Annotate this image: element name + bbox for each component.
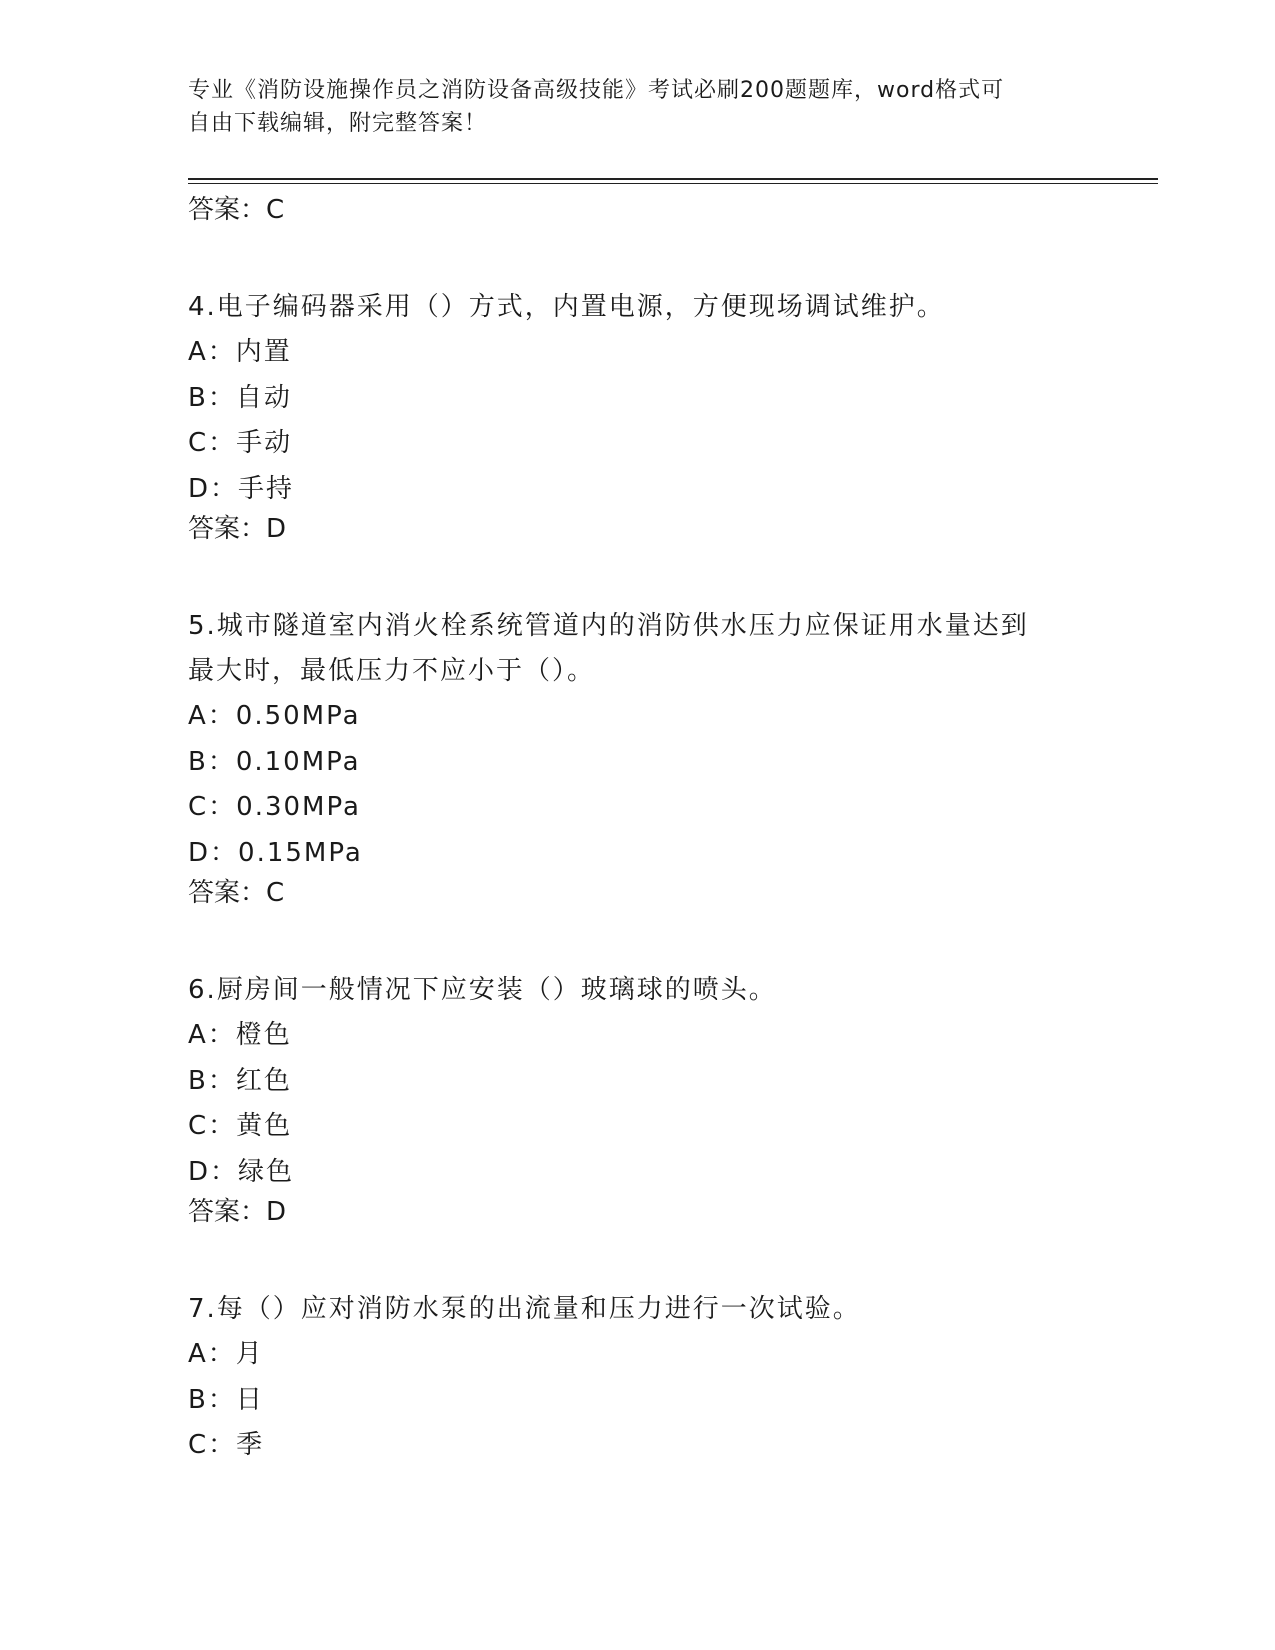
option-d: D：0.15MPa: [188, 837, 363, 868]
question-text: 4.电子编码器采用（）方式，内置电源，方便现场调试维护。: [188, 292, 945, 322]
document-header: [188, 74, 1088, 140]
option-b: B：红色: [188, 1065, 292, 1096]
question-text-line-1: 5.城市隧道室内消火栓系统管道内的消防供水压力应保证用水量达到: [188, 611, 1029, 641]
question-block: [188, 1287, 1108, 1469]
header-divider-thin: [188, 183, 1158, 184]
header-divider-thick: [188, 178, 1158, 180]
question-text: 6.厨房间一般情况下应安装（）玻璃球的喷头。: [188, 975, 777, 1005]
option-c: C：0.30MPa: [188, 792, 361, 822]
question-block: [188, 968, 1108, 1229]
option-a: A：橙色: [188, 1020, 292, 1050]
option-c: C：黄色: [188, 1111, 293, 1141]
header-line-1: 专业《消防设施操作员之消防设备高级技能》考试必刷200题题库，word格式可: [188, 78, 1005, 103]
answer-line: 答案：C: [188, 878, 285, 908]
option-a: A：0.50MPa: [188, 701, 361, 731]
option-a: A：月: [188, 1339, 264, 1369]
option-d: D：绿色: [188, 1156, 295, 1187]
option-b: B：日: [188, 1384, 264, 1415]
option-b: B：自动: [188, 382, 292, 413]
answer-line: 答案：C: [188, 195, 285, 225]
answer-line: 答案：D: [188, 1197, 287, 1227]
header-line-2: 自由下载编辑，附完整答案！: [188, 111, 488, 136]
option-c: C：季: [188, 1430, 265, 1460]
option-d: D：手持: [188, 473, 295, 504]
option-a: A：内置: [188, 337, 292, 367]
question-list: [188, 193, 1108, 1469]
answer-line: 答案：D: [188, 514, 287, 544]
option-b: B：0.10MPa: [188, 746, 361, 777]
question-block: [188, 285, 1108, 546]
question-block: [188, 604, 1108, 910]
option-c: C：手动: [188, 428, 293, 458]
question-text: 7.每（）应对消防水泵的出流量和压力进行一次试验。: [188, 1294, 861, 1324]
question-text-line-2: 最大时，最低压力不应小于（）。: [188, 656, 596, 686]
